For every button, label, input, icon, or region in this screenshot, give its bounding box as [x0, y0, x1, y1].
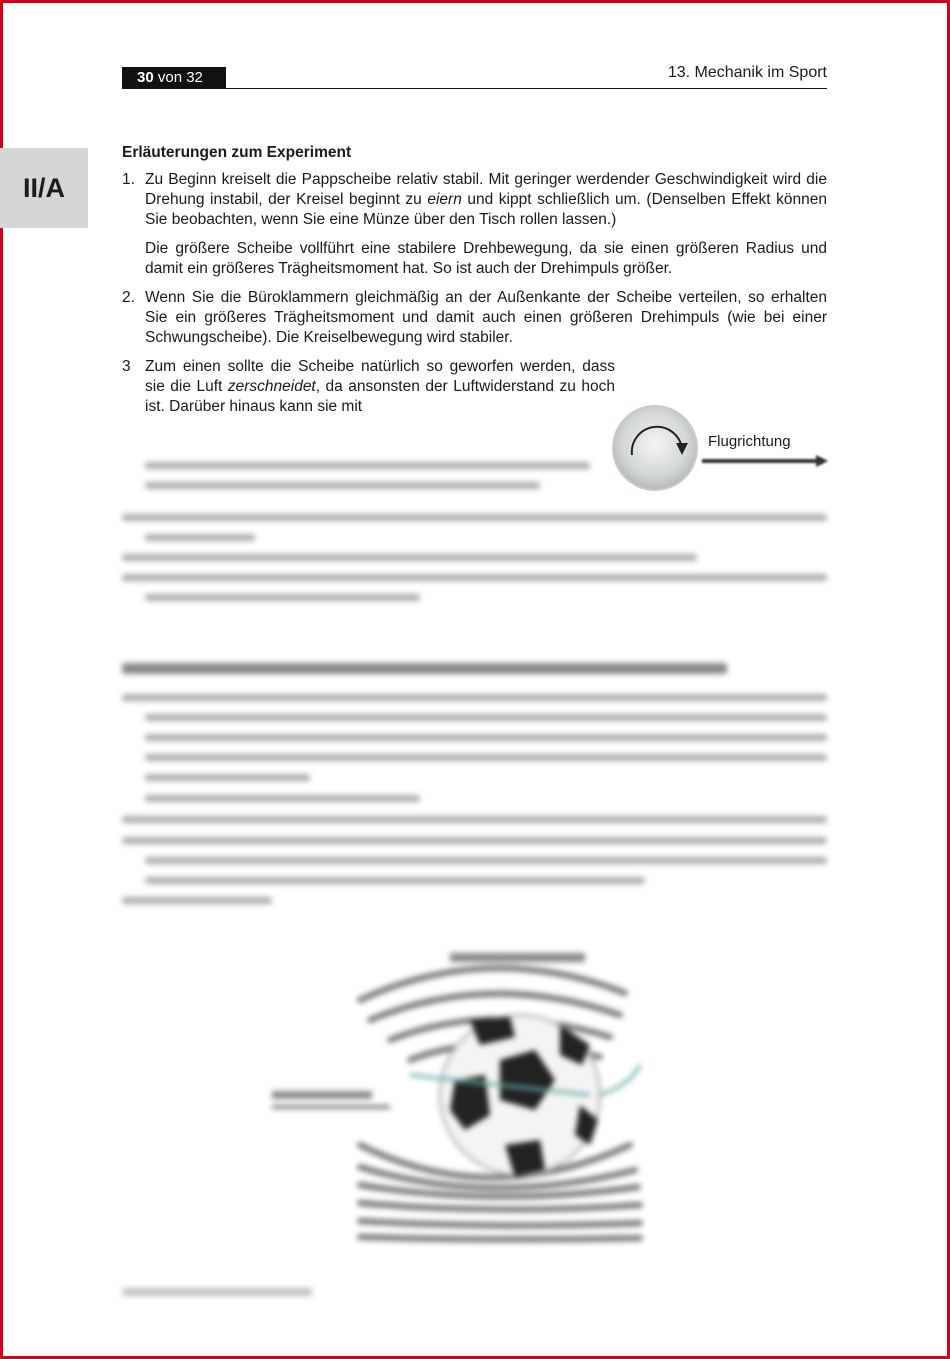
blurred-heading — [122, 663, 732, 687]
header-rule — [122, 88, 827, 89]
list-item-3 — [122, 357, 615, 417]
item-1-paragraph-2: Die größere Scheibe vollführt eine stabilere Drehbewegung, da sie einen größeren Radius und damit ein größeres Trägheitsmoment hat. So ist auch der Drehimpuls größer. — [145, 240, 827, 277]
page-number-badge — [122, 67, 226, 88]
footer-text — [122, 1288, 312, 1296]
page-total: von 32 — [157, 69, 203, 86]
blurred-text-block — [145, 462, 595, 502]
list-item-2 — [122, 288, 827, 348]
item-number: 3 — [122, 358, 131, 375]
item-number: 1. — [122, 171, 135, 188]
item-1-text-a: Zu Beginn kreiselt die Pappscheibe relativ stabil. Mit geringer werdender Geschwindigkeit wird die Drehung instabil, der Kreisel beginnt zu — [145, 171, 827, 208]
football-figure — [260, 945, 700, 1245]
item-number: 2. — [122, 289, 135, 306]
chapter-title: 13. Mechanik im Sport — [667, 64, 827, 81]
list-item-1 — [122, 170, 827, 279]
item-1-text-b: und kippt schließlich um. (Denselben Effekt können Sie beobachten, wenn Sie eine Münze über den Tisch rollen lassen.) — [145, 191, 827, 228]
item-1-emphasis: eiern — [427, 191, 462, 208]
side-tab: II/A — [0, 148, 88, 228]
item-3-text-b: , da ansonsten der Luftwiderstand zu hoch ist. Darüber hinaus kann sie mit — [145, 378, 616, 415]
item-2-paragraph-1: Wenn Sie die Büroklammern gleichmäßig an der Außenkante der Scheibe verteilen, so erhalten Sie ein größeres Trägheitsmoment und damit auch einen größeren Drehimpuls (wie bei einer Schwungscheibe). Die Kreiselbewegung wird stabiler. — [145, 289, 827, 346]
flight-direction-label: Flugrichtung — [708, 433, 791, 450]
section-heading: Erläuterungen zum Experiment — [122, 144, 352, 161]
blurred-list-block — [122, 514, 827, 614]
item-3-text-a: Zum einen sollte die Scheibe natürlich so geworfen werden, dass sie die Luft — [145, 358, 615, 395]
football-streamlines-illustration — [260, 945, 700, 1245]
item-3-emphasis: zerschneidet — [227, 378, 316, 395]
main-content — [122, 144, 827, 417]
disc-figure — [612, 403, 832, 495]
page-current: 30 — [137, 69, 154, 86]
item-3-paragraph-1 — [145, 357, 615, 417]
blurred-paragraphs — [122, 694, 827, 917]
item-1-paragraph-1 — [145, 170, 827, 230]
